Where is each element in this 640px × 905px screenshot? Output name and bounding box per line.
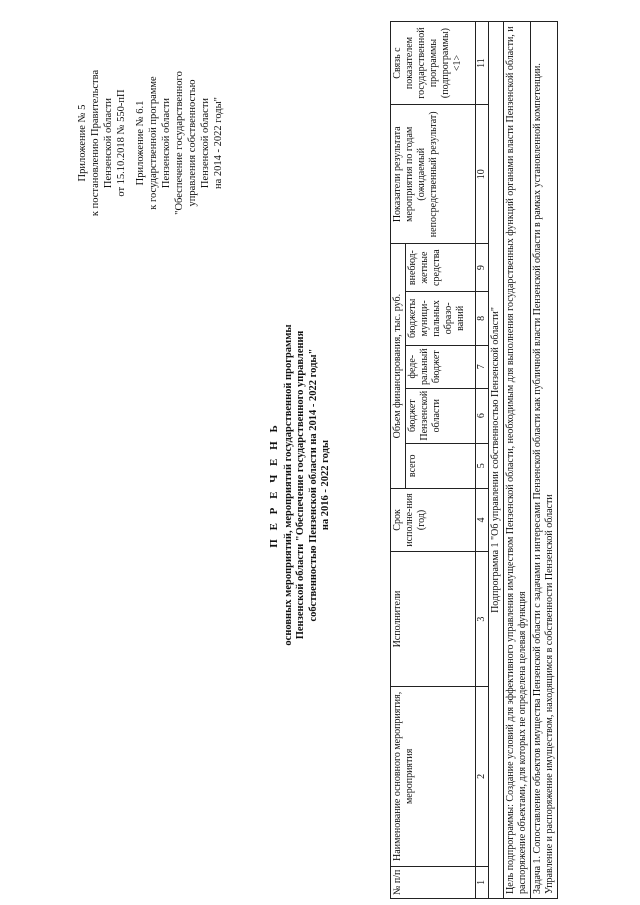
header-term: Срок исполне-ния (год) [391, 488, 476, 551]
title-line: основных мероприятий, мероприятий государственной программы [282, 324, 294, 646]
column-number: 8 [476, 291, 489, 345]
appendix-6-1-line: к государственной программе [148, 76, 159, 210]
header-funding: Объем финансирования, тыс. руб. [391, 244, 406, 488]
appendix-6-1-line: Приложение № 6.1 [135, 100, 146, 186]
header-link: Связь с показателем государственной программы (подпрограммы) <1> [391, 22, 476, 105]
column-number: 4 [476, 488, 489, 551]
appendix-6-1-line: Пензенской области [161, 97, 172, 189]
column-number: 5 [476, 443, 489, 488]
title-word: П Е Р Е Ч Е Н Ь [268, 422, 280, 548]
appendix-6-1-block [134, 33, 225, 253]
appendix-5-line: к постановлению Правительства [90, 69, 101, 217]
column-number: 7 [476, 345, 489, 388]
appendix-6-1-line: управления собственностью [187, 79, 198, 207]
subprogram-row [489, 22, 504, 899]
column-number-row [476, 22, 489, 899]
title-line: на 2016 - 2022 годы [320, 439, 331, 531]
column-number: 10 [476, 105, 489, 244]
subprogram-goal: Цель подпрограммы: Создание условий для эффективного управления имуществом Пензенской области, необходимым для выполнения государственных функций органами власти Пензенской области, и распоряжение объектами, для которых не определена целевая функция [504, 22, 531, 899]
column-number: 6 [476, 388, 489, 443]
header-federal: феде-ральный бюджет [406, 345, 476, 388]
header-municipal: бюджеты муници-пальных образо-ваний [406, 291, 476, 345]
measures-table [390, 21, 558, 899]
title-line: собственностью Пензенской области на 2014 - 2022 годы" [307, 348, 319, 622]
appendix-6-1-line: "Обеспечение государственного [174, 71, 185, 215]
appendix-6-1-line: на 2014 - 2022 годы" [213, 97, 224, 189]
header-indicators: Показатели результата мероприятия по годам (ожидаемый непосредственный результат) [391, 105, 476, 244]
appendix-5-line: от 15.10.2018 № 550-пП [116, 89, 127, 197]
title-line: Пензенской области "Обеспечение государственного управления [295, 330, 306, 640]
table-header-row [391, 22, 406, 899]
header-total: всего [406, 443, 476, 488]
appendix-6-1-line: Пензенской области [200, 97, 211, 189]
column-number: 1 [476, 866, 489, 898]
task-row [531, 22, 558, 899]
header-offbudget: внебюд-жетные средства [406, 244, 476, 291]
subprogram-title: Подпрограмма 1 "Об управлении собственностью Пензенской области" [489, 22, 504, 899]
header-executor: Исполнители [391, 552, 476, 687]
column-number: 9 [476, 244, 489, 291]
goal-row [504, 22, 531, 899]
subprogram-task: Задача 1. Сопоставление объектов имущества Пензенской области с задачами и интересами Пензенской области как публичной власти Пензенской области в рамках установленной компетенции. Управление и распоряжение имуществом, находящимся в собственности Пензенской области [531, 22, 558, 899]
appendix-5-line: Приложение № 5 [77, 104, 88, 182]
header-name: Наименование основного мероприятия, мероприятия [391, 686, 476, 866]
appendix-5-line: Пензенской области [103, 97, 114, 189]
appendix-5-block [76, 33, 128, 253]
column-number: 11 [476, 22, 489, 105]
header-num: № п/п [391, 866, 476, 898]
header-regional: бюджет Пензенской области [406, 388, 476, 443]
column-number: 3 [476, 552, 489, 687]
column-number: 2 [476, 686, 489, 866]
document-title [268, 255, 333, 715]
